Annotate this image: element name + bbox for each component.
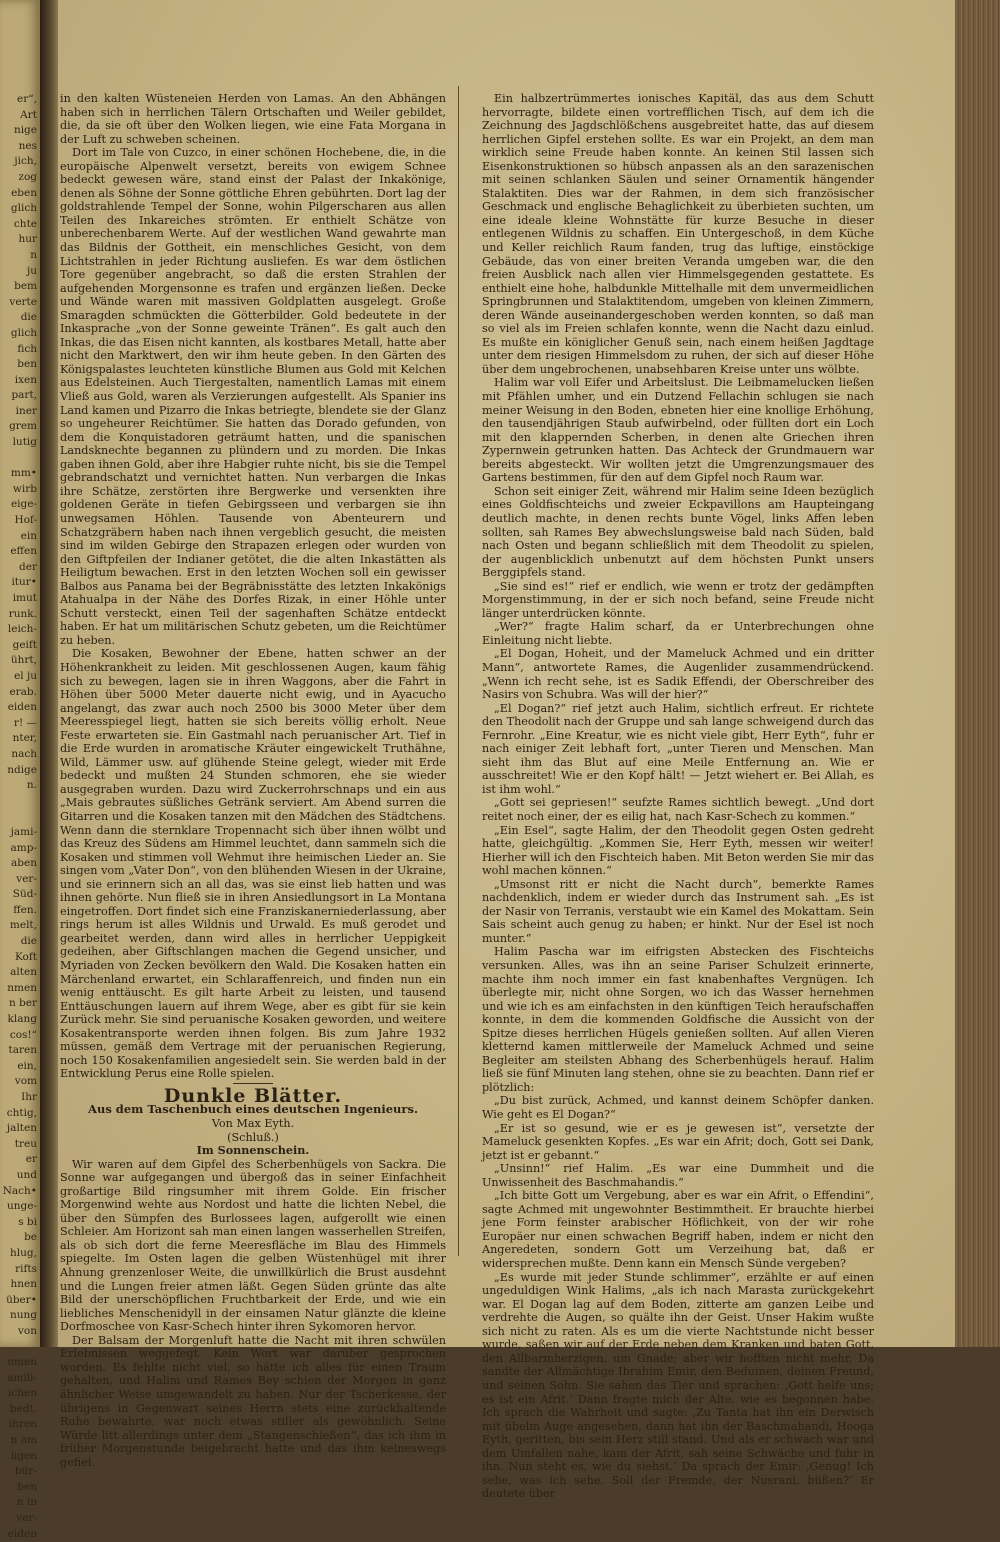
paragraph: „El Dogan, Hoheit, und der Mameluck Achmed und ein dritter Mann“, antwortete Rames, die Augenlider zusammendrückend. „Wenn ich recht sehe, ist es Sadik Effendi, der Oberschreiber des Nasirs von Schubra. Was will der hier?“ — [482, 647, 874, 702]
strip-fragment: runk. — [8, 607, 37, 620]
strip-fragment: n am — [10, 1434, 37, 1447]
strip-fragment: cos!“ — [9, 1028, 37, 1041]
strip-fragment: geift — [12, 638, 37, 651]
strip-fragment: n in — [16, 1496, 37, 1509]
paragraph: Schon seit einiger Zeit, während mir Halim seine Ideen bezüglich eines Goldfischteichs und zweier Eckpavillons am Haupteingang deutlich machte, in denen rechts bunte Vögel, links Affen leben sollten, sah Rames Bey abwechslungsweise bald nach Süden, bald nach Osten und begann schließlich mit dem Theodolit zu spielen, der augenblicklich unbenutzt auf dem höchsten Punkt unsers Berggipfels stand. — [482, 484, 874, 580]
strip-fragment: von — [17, 1324, 37, 1337]
strip-fragment: r! — — [13, 716, 37, 729]
paragraph: Der Balsam der Morgenluft hatte die Nacht mit ihren schwülen Erlebnissen weggefegt. Kein Wort war darüber gesprochen worden. Es fehlte nicht viel, so hätte ich alles für einen Traum gehalten, und Halim und Rames Bey schien der Morgen in ganz ähnlicher Weise umgewandelt zu haben. Nur der Tscherkesse, der übrigens in Gegenwart seines Herrn stets eine zurückhaltende Ruhe bewahrte, war noch etwas stiller als gewöhnlich. Seine Würde litt allerdings unter dem „Stangenschießen“, das ich ihm in früher Morgenstunde beigebracht hatte und das ihm keineswegs gefiel. — [60, 1333, 446, 1469]
strip-fragment: er — [25, 1153, 37, 1166]
strip-fragment: eben — [11, 186, 37, 199]
strip-fragment — [0, 809, 40, 825]
paragraph: „Gott sei gepriesen!“ seufzte Rames sichtlich bewegt. „Und dort reitet noch einer, der es eilig hat, nach Kasr-Schech zu kommen.“ — [482, 796, 874, 823]
strip-fragment: jich, — [14, 155, 37, 168]
article-subtitle: Aus dem Taschenbuch eines deutschen Ingenieurs. — [88, 1102, 418, 1117]
strip-fragment: die — [20, 935, 37, 948]
strip-fragment: jalten — [6, 1122, 37, 1135]
strip-fragment: n — [30, 248, 37, 261]
strip-fragment: hnen — [10, 1278, 37, 1291]
paragraph: „Wer?“ fragte Halim scharf, da er Unterbrechungen ohne Einleitung nicht liebte. — [482, 620, 874, 647]
strip-fragment: amili- — [7, 1371, 37, 1384]
paragraph: „Umsonst ritt er nicht die Nacht durch“, bemerkte Rames nachdenklich, indem er wieder durch das Instrument sah. „Es ist der Nasir von Terranis, verstaubt wie ein Kamel des Mokattam. Sein Sais scheint auch genug zu haben; er hinkt. Nur der Esel ist noch munter.“ — [482, 877, 874, 945]
article-byline: Von Max Eyth. — [211, 1117, 295, 1131]
strip-fragment: chte — [13, 217, 37, 230]
strip-fragment: melt, — [9, 919, 37, 932]
strip-fragment: mm• — [10, 467, 37, 480]
paragraph: „Sie sind es!“ rief er endlich, wie wenn er trotz der gedämpften Morgenstimmung, in der er sich noch befand, seine Freude nicht länger unterdrücken könnte. — [482, 579, 874, 620]
strip-fragment: grem — [9, 420, 37, 433]
strip-fragment: bür- — [14, 1465, 37, 1478]
strip-fragment: ju — [26, 264, 37, 277]
section-heading: Im Sonnenschein. — [196, 1143, 310, 1158]
strip-fragment: amp- — [10, 841, 37, 854]
strip-fragment: Koft — [15, 950, 37, 963]
strip-fragment: ein — [20, 529, 37, 542]
book-gutter — [40, 0, 58, 1347]
strip-fragment — [0, 451, 40, 467]
strip-fragment: bedt. — [9, 1402, 37, 1415]
strip-fragment: ligen — [10, 1449, 37, 1462]
paragraph: „Du bist zurück, Achmed, und kannst deinem Schöpfer danken. Wie geht es El Dogan?“ — [482, 1094, 874, 1122]
strip-fragment: und — [16, 1168, 37, 1181]
paragraph: in den kalten Wüsteneien Herden von Lamas. An den Abhängen haben sich in herrlichen Tälern Ortschaften und Weiler gebildet, die, da sie oft über den Wolken liegen, wie eine Fata Morgana in der Luft zu schweben scheinen. — [60, 92, 446, 146]
strip-fragment: imut — [12, 592, 37, 604]
strip-fragment: nung — [9, 1309, 37, 1322]
strip-fragment: jami- — [10, 825, 37, 838]
strip-fragment: ben — [17, 358, 37, 371]
strip-fragment: nach — [11, 747, 37, 760]
strip-fragment: hlug, — [10, 1246, 37, 1259]
continuation-note: (Schluß.) — [227, 1130, 279, 1144]
strip-fragment: Art — [20, 108, 37, 121]
strip-fragment: be — [24, 1231, 37, 1244]
strip-fragment: ndige — [7, 763, 37, 776]
paragraph: Die Kosaken, Bewohner der Ebene, hatten schwer an der Höhenkrankheit zu leiden. Mit geschlossenen Augen, kaum fähig sich zu bewegen, lagen sie in ihren Waggons, aber die Fahrt in Höhen über 5000 Meter dauerte nicht ewig, und in Ayacucho angelangt, das zwar auch noch 2500 bis 3000 Meter über dem Meeresspiegel liegt, hatten sie sich bereits völlig erholt. Neue Feste erwarteten sie. Ein Gastmahl nach peruanischer Art. Tief in die Erde wurden in aromatische Kräuter eingewickelt Truthähne, Wild, Lämmer usw. auf glühende Steine gelegt, wieder mit Erde bedeckt und mußten 24 Stunden schmoren, ehe sie wieder ausgegraben wurden. Dazu wird Zuckerrohrschnaps und ein aus „Mais gebrautes süßliches Getränk serviert. Am Abend surren die Gitarren und die Kosaken tanzen mit den Mädchen des Städtchens. Wenn dann die sternklare Tropennacht sich über ihnen wölbt und das Kreuz des Südens am Himmel leuchtet, dann sammeln sich die Kosaken und stimmen voll Wehmut ihre heimischen Lieder an. Sie singen vom „Vater Don“, von den blühenden Wiesen in der Ukraine, und sie erinnern sich an all das, was sie einst lieb hatten und was ihnen gehörte. Nun fließ sie in ihren Ansiedlungsort in La Montana eingetroffen. Dort findet sich eine Franziskanerniederlassung, aber rings herum ist alles Wildnis und Urwald. Es muß gerodet und gearbeitet werden, dann wird alles in herrlicher Ueppigkeit gedeihen, aber Giftschlangen machen die Gegend unsicher, und Myriaden von Zecken bevölkern den Wald. Die Kosaken hatten ein Märchenland erwartet, ein Schlaraffenreich, und finden nun ein wenig enttäuscht. Es gilt harte Arbeit zu leisten, und tausend Enttäuschungen lauern auf ihrem Wege, aber es gibt für sie kein Zurück mehr. Sie sind peruanische Kosaken geworden, und weitere Kosakentransporte werden ihnen folgen. Bis zum Jahre 1932 müssen, gemäß dem Vertrage mit der peruanischen Regierung, noch 150 Kosakenfamilien angesiedelt sein. Sie werden bald in der Entwicklung Perus eine Rolle spielen. — [60, 647, 446, 1081]
strip-fragment: der — [19, 560, 37, 573]
strip-fragment: wirb — [12, 482, 37, 495]
strip-fragment: taren — [8, 1044, 37, 1057]
strip-fragment: unge- — [6, 1200, 37, 1213]
strip-fragment: part, — [11, 389, 37, 402]
strip-fragment: ein, — [17, 1059, 37, 1072]
strip-fragment: s bi — [18, 1215, 37, 1228]
strip-fragment — [0, 1340, 40, 1356]
column-divider — [458, 86, 459, 1256]
strip-fragment: ichen — [8, 1387, 37, 1400]
strip-fragment: chtig, — [6, 1106, 37, 1119]
strip-fragment: Süd- — [12, 888, 37, 901]
strip-fragment: treu — [14, 1137, 37, 1150]
strip-fragment: erab. — [9, 685, 37, 698]
strip-fragment: eiden — [7, 701, 37, 714]
paragraph: „Es wurde mit jeder Stunde schlimmer“, erzählte er auf einen ungeduldigen Wink Halims, „als ich nach Marasta zurückgekehrt war. El Dogan lag auf dem Boden, zitterte am ganzen Leibe und verdrehte die Augen, so quälte ihn der Geist. Unser Hakim wußte sich nicht zu raten. Als es um die vierte Nachtstunde nicht besser wurde, saßen wir auf der Erde neben dem Kranken und baten Gott, den Allbarmherzigen, um Gnade; aber wir hofften nicht mehr. Da sandte der Allmächtige Ibrahim Emir, den Beduinen, deinen Freund, und seinen Sohn. Sie sahen das Tier und sprachen: ‚Gott helfe uns; es ist ein Afrit.‘ Dann fragte mich der Alte, wie es begonnen habe. Ich sprach die Wahrheit und sagte: ‚Zu Tanta hat ihn ein Derwisch mit übelm Auge angesehen, dann hat ihn der Baschmahandi, Hooga Eyth, geritten, bis sein Herz still stand. Und als er schwach war und dem Umfallen nahe, kam der Afrit, sah seine Schwäche und fuhr in ihn. Nun steht es, wie du siehst.‘ Da sprach der Emir: ‚Genug! Ich sehe, was ich sehe. Soll der Fremde, der Nusrani, büßen?‘ Er deutete über — [482, 1270, 874, 1501]
column-right — [482, 92, 874, 1501]
strip-fragment: iner — [15, 404, 37, 417]
strip-fragment: vom — [14, 1075, 37, 1088]
strip-fragment: rifts — [15, 1262, 37, 1275]
strip-fragment: er“, — [17, 93, 37, 105]
strip-fragment: n ber — [8, 997, 37, 1010]
strip-fragment — [0, 794, 40, 810]
strip-fragment: lutig — [12, 436, 37, 449]
strip-fragment: zog — [18, 170, 37, 183]
strip-fragment: nes — [18, 139, 37, 152]
adjacent-page-strip — [0, 0, 40, 1540]
article-title: Dunkle Blätter. — [163, 1084, 343, 1107]
strip-fragment: glich — [10, 326, 37, 339]
paragraph: Ein halbzertrümmertes ionisches Kapitäl, das aus dem Schutt hervorragte, bildete einen vortrefflichen Tisch, auf dem ich die Zeichnung des Jagdschlößchens ausgebreitet hatte, das auf diesem herrlichen Gipfel erstehen sollte. Es war ein Projekt, an dem man wirklich seine Freude haben konnte. An keinen Stil lassen sich Eisenkonstruktionen so hübsch anpassen als an den sarazenischen mit seinen schlanken Säulen und seiner Ornamentik hängender Stalaktiten. Dies war der Rahmen, in dem sich französischer Geschmack und englische Behaglichkeit zu überbieten suchten, um eine ideale kleine Wohnstätte für kurze Besuche in dieser entlegenen Wildnis zu schaffen. Ein Untergeschoß, in dem Küche und Keller reichlich Raum fanden, trug das luftige, einstöckige Gebäude, das von einer breiten Veranda umgeben war, die den freien Ausblick nach allen vier Himmelsgegenden gestattete. Es enthielt eine hohe, halbdunkle Mittelhalle mit dem unvermeidlichen Springbrunnen und Stalaktitendom, umgeben von kleinen Zimmern, deren Wände auseinandergeschoben werden konnten, so daß man so viel als im Freien schlafen konnte, wenn die Nacht dazu einlud. Es mußte ein königlicher Genuß sein, nach einem heißen Jagdtage unter dem riesigen Himmelsdom zu ruhen, der sich auf dieser Höhe über dem ungebrochenen, unabsehbaren Kreise unter uns wölbte. — [482, 92, 874, 376]
strip-fragment: el ju — [14, 669, 37, 682]
paragraph: Wir waren auf dem Gipfel des Scherbenhügels von Sackra. Die Sonne war aufgegangen und übergoß das in seiner Einfachheit großartige Bild ringsumher mit ihrem Golde. Ein frischer Morgenwind wehte aus Nordost und hatte die lichten Nebel, die über den Sümpfen des Burlossees lagen, aufgerollt wie einen Schleier. Am Horizont sah man einen langen wasserhellen Streifen, als ob sich dort die ferne Meeresfläche im Blau des Himmels spiegelte. Im Osten lagen die gelben Wüstenhügel mit ihrer Ahnung grenzenloser Weite, die unwillkürlich die Brust ausdehnt und die Lungen freier atmen läßt. Gegen Süden grünte das alte Bild der unerschöpflichen Fruchtbarkeit der Erde, und wie ein liebliches Menschenidyll in der einsamen Natur glänzte die kleine Dorfmoschee von Kasr-Schech hinter ihren Sykomoren hervor. — [60, 1157, 446, 1334]
strip-fragment: klang — [7, 1013, 37, 1026]
divider — [233, 1083, 273, 1084]
strip-fragment: ver- — [16, 872, 37, 885]
strip-fragment: ihren — [8, 1418, 37, 1431]
strip-fragment: ührt, — [10, 654, 37, 667]
strip-fragment: effen — [10, 545, 37, 558]
strip-fragment: Hof- — [14, 514, 37, 527]
column-left — [60, 92, 446, 1469]
strip-fragment: die — [20, 311, 37, 324]
strip-fragment: ben — [17, 1480, 37, 1493]
strip-fragment: Ihr — [21, 1091, 37, 1103]
strip-fragment: ffen. — [13, 903, 37, 916]
strip-fragment: nter, — [12, 732, 37, 745]
strip-fragment: Nach• — [2, 1184, 37, 1197]
strip-fragment: ver- — [16, 1512, 37, 1525]
paragraph: „El Dogan?“ rief jetzt auch Halim, sichtlich erfreut. Er richtete den Theodolit nach der Gruppe und sah lange schweigend durch das Fernrohr. „Eine Kreatur, wie es nicht viele gibt, Herr Eyth“, fuhr er nach einiger Zeit lebhaft fort, „unter Tieren und Menschen. Man sieht ihm das Blut auf eine Meile Entfernung an. Wie er ausschreitet! Wie er den Kopf hält! — Jetzt wiehert er. Bei Allah, es ist ihm wohl.“ — [482, 701, 874, 796]
strip-fragment: alten — [10, 966, 37, 979]
strip-fragment: verte — [9, 295, 37, 308]
paragraph: „Ein Esel“, sagte Halim, der den Theodolit gegen Osten gedreht hatte, gleichgültig. „Kommen Sie, Herr Eyth, messen wir weiter! Hierher will ich den Fischteich haben. Mit Beton werden Sie mir das wohl machen können.“ — [482, 823, 874, 878]
paragraph: Dort im Tale von Cuzco, in einer schönen Hochebene, die, in die europäische Alpenwelt versetzt, bereits von ewigem Schnee bedeckt gewesen wäre, stand einst der Palast der Inkakönige, denen als Söhne der Sonne göttliche Ehren gebührten. Dort lag der goldstrahlende Tempel der Sonne, wohin Pilgerscharen aus allen Teilen des Inkareiches strömten. Er enthielt Schätze von unberechenbarem Werte. Auf der westlichen Wand gewahrte man das Bildnis der Gottheit, ein menschliches Gesicht, von dem Lichtstrahlen in jeder Richtung ausliefen. Es war dem östlichen Tore gegenüber angebracht, so daß die ersten Strahlen der aufgehenden Morgensonne es trafen und ergänzen ließen. Decke und Wände waren mit massiven Goldplatten ausgelegt. Große Smaragden schmückten die Götterbilder. Gold bedeutete in der Inkasprache „von der Sonne geweinte Tränen“. Es galt auch den Inkas, die das Eisen nicht kannten, als kostbares Metall, hatte aber nicht den Marktwert, den wir ihm heute geben. In den Gärten des Königspalastes leuchteten künstliche Blumen aus Gold mit Kelchen aus Edelsteinen. Auch Tiergestalten, namentlich Lamas mit einem Vließ aus Gold, waren als Verzierungen aufgestellt. Als Spanier ins Land kamen und Pizarro die Inkas betriegte, blendete sie der Glanz so ungeheurer Reichtümer. Sie hatten das Dorado gefunden, von dem die Konquistadoren geträumt hatten, und die spanischen Landsknechte begannen zu plündern und zu morden. Die Inkas gaben ihnen Gold, aber ihre Habgier ruhte nicht, bis sie die Tempel gebrandschatzt und vernichtet hatten. Nun verbargen die Inkas ihre Schätze, zerstörten ihre Bergwerke und versenkten ihre goldenen Geräte in tiefen Gebirgsseen und verbargen sie ihn unwegsamen Höhlen. Tausende von Abenteurern und Schatzgräbern haben nach ihnen vergeblich gesucht, die meisten sind im wilden Gebirge den Strapazen erlegen oder wurden von den Giftpfeilen der Indianer getötet, die die alten Inkastätten als Heiligtum bewachen. Erst in den letzten Wochen soll ein gewisser Balbos aus Panama bei der Begräbnisstätte des letzten Inkakönigs Atahualpa in der Nähe des Dorfes Rizak, in einer Höhle unter Schutt versteckt, einen Teil der sagenhaften Schätze entdeckt haben. Er hat um militärischen Schutz gebeten, um die Reichtümer zu heben. — [60, 146, 446, 647]
strip-fragment: hur — [18, 233, 37, 246]
strip-fragment: itur• — [11, 576, 37, 589]
paragraph: Halim war voll Eifer und Arbeitslust. Die Leibmamelucken ließen mit Pfählen umher, und ein Dutzend Fellachin schlugen sie nach meiner Weisung in den Boden, ebneten hier eine knollige Erhöhung, den tausendjährigen Staub aufwirbelnd, oder füllten dort ein Loch mit den klappernden Scherben, in denen alte Griechen ihren Zypernwein getrunken hatten. Das Achteck der Grundmauern war bereits abgesteckt. Wir wollten jetzt die Umgrenzungsmauer des Gartens bestimmen, für den auf dem Gipfel noch Raum war. — [482, 376, 874, 485]
strip-fragment: eiden — [7, 1527, 37, 1540]
strip-fragment: nmen — [7, 981, 37, 994]
paragraph: „Unsinn!“ rief Halim. „Es war eine Dummheit und die Unwissenheit des Baschmahandis.“ — [482, 1162, 874, 1189]
strip-fragment: eige- — [10, 498, 37, 511]
paragraph: „Er ist so gesund, wie er es je gewesen ist“, versetzte der Mameluck gesenkten Kopfes. „Es war ein Afrit; doch, Gott sei Dank, jetzt ist er gebannt.“ — [482, 1121, 874, 1162]
strip-fragment: nige — [13, 124, 37, 137]
page-edges — [955, 0, 1000, 1347]
strip-fragment: nmen — [7, 1356, 37, 1369]
strip-fragment: über• — [6, 1293, 37, 1306]
paragraph: Halim Pascha war im eifrigsten Abstecken des Fischteichs versunken. Alles, was ihn an seine Pariser Schulzeit erinnerte, machte ihm noch immer ein fast knabenhaftes Vergnügen. Ich überlegte mir, nicht ohne Sorgen, wo ich das Wasser hernehmen und wie ich es am einfachsten in den künftigen Teich heraufschaffen konnte, in dem die kommenden Goldfische die Aussicht von der Spitze dieses herrlichen Hügels genießen sollten. Auf allen Vieren kletternd kamen mittlerweile der Mameluck Achmed und seine Begleiter am steilsten Abhang des Scherbenhügels herauf. Halim ließ sie fünf Minuten lang stehen, ohne sie zu beachten. Dann rief er plötzlich: — [482, 945, 874, 1094]
strip-fragment: n. — [26, 779, 37, 792]
strip-fragment: glich — [10, 202, 37, 215]
strip-fragment: bem — [14, 280, 37, 293]
strip-fragment: ixen — [14, 373, 37, 386]
strip-fragment: fich — [17, 342, 37, 355]
strip-fragment: aben — [11, 857, 37, 870]
strip-fragment: leich- — [7, 623, 37, 636]
paragraph: „Ich bitte Gott um Vergebung, aber es war ein Afrit, o Effendini“, sagte Achmed mit ungewohnter Bestimmtheit. Er brauchte hierbei jene Form feinster arabischer Höflichkeit, von der wir rohe Europäer nur einen schwachen Begriff haben, indem er nicht den Angeredeten, sondern Gott um Verzeihung bat, daß er widersprechen mußte. Denn kann ein Mensch Sünde vergeben? — [482, 1189, 874, 1271]
